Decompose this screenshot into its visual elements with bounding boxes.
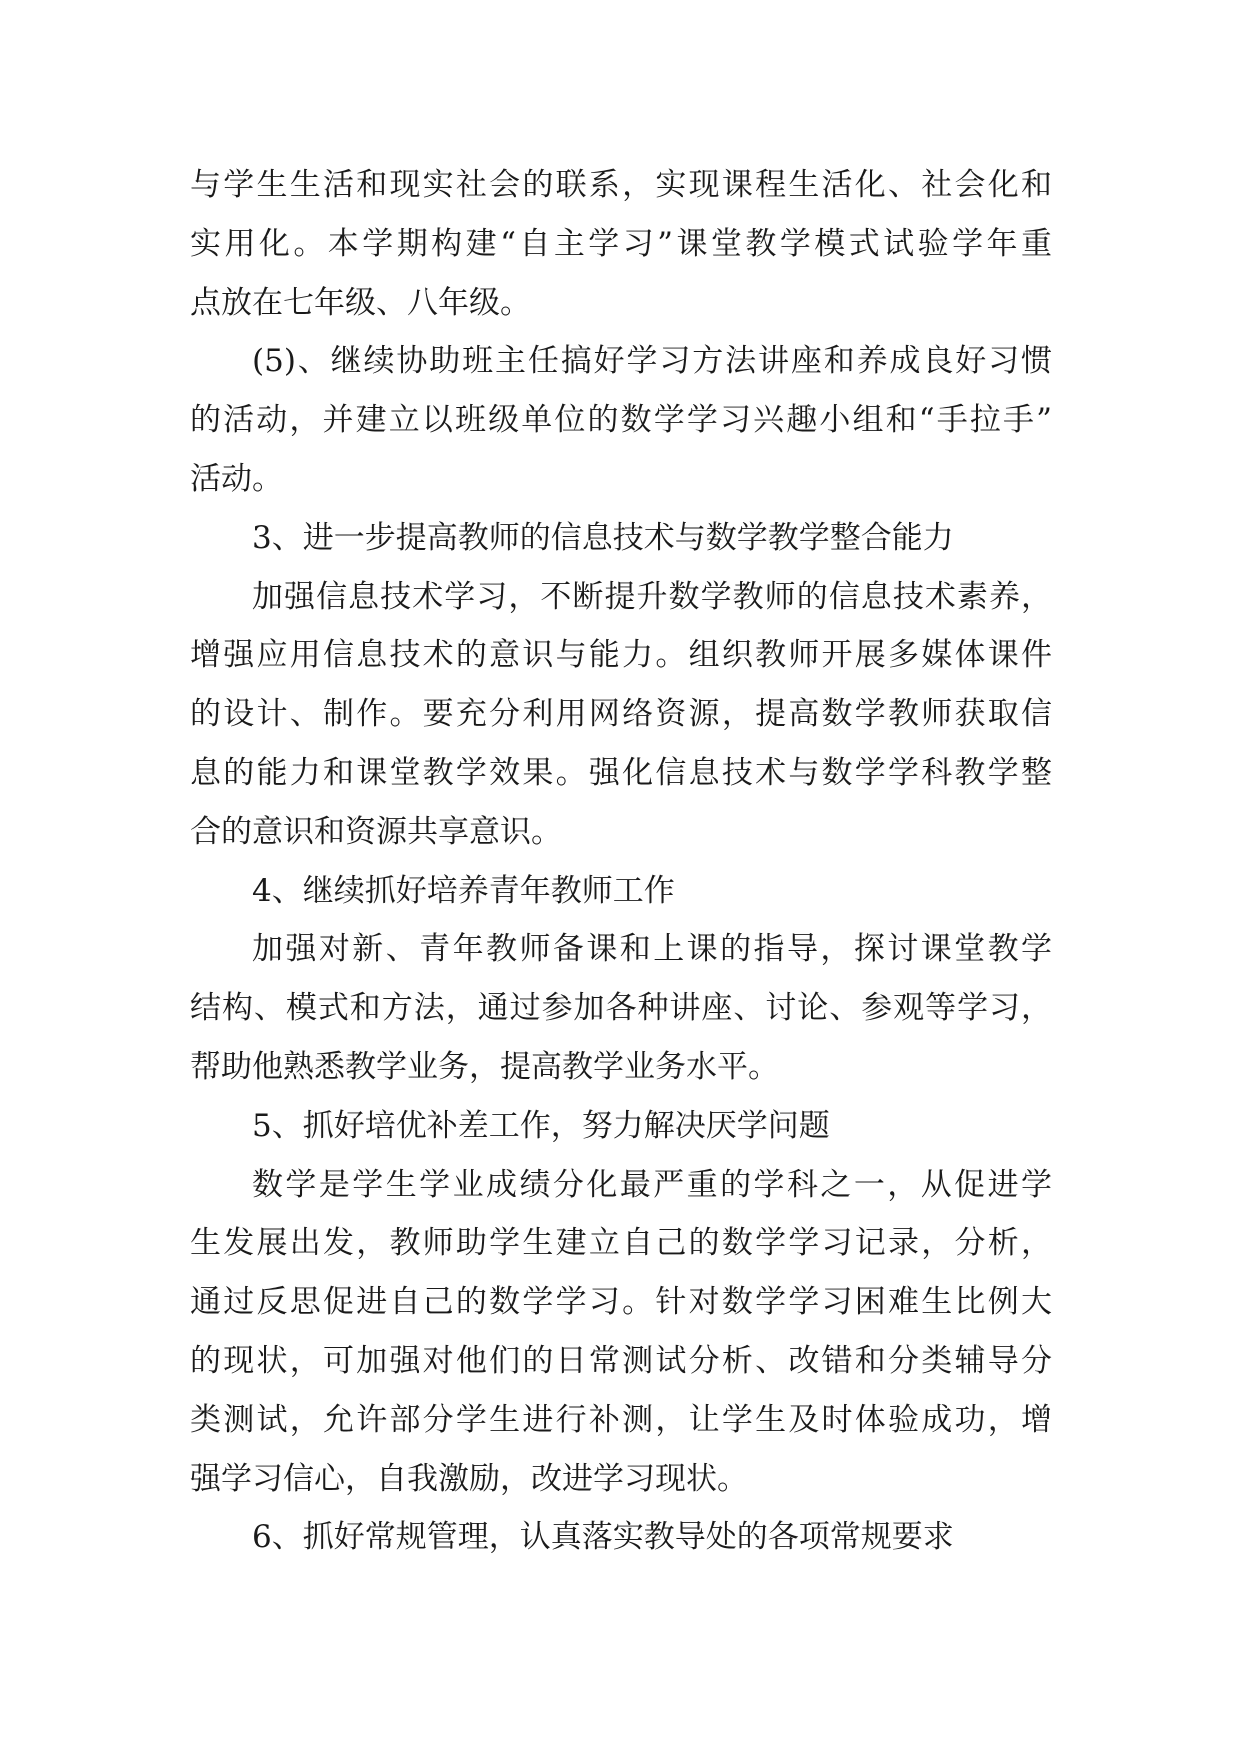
text-line: 与学生生活和现实社会的联系，实现课程生活化、社会化和 — [190, 167, 1052, 203]
text-line: 的设计、制作。要充分利用网络资源，提高数学教师获取信 — [190, 696, 1052, 733]
body-text — [190, 156, 1052, 1567]
text-line: (5)、继续协助班主任搞好学习方法讲座和养成良好习惯 — [252, 343, 1052, 380]
text-line: 类测试，允许部分学生进行补测，让学生及时体验成功，增 — [190, 1401, 1052, 1438]
section-heading: 6、抓好常规管理，认真落实教导处的各项常规要求 — [252, 1519, 954, 1556]
text-line: 增强应用信息技术的意识与能力。组织教师开展多媒体课件 — [190, 637, 1052, 674]
text-line: 合的意识和资源共享意识。 — [190, 813, 562, 850]
text-line: 通过反思促进自己的数学学习。针对数学学习困难生比例大 — [190, 1284, 1052, 1321]
section-heading: 5、抓好培优补差工作，努力解决厌学问题 — [252, 1107, 830, 1144]
text-line: 点放在七年级、八年级。 — [190, 284, 531, 321]
text-line: 活动。 — [190, 460, 283, 497]
text-line: 数学是学生学业成绩分化最严重的学科之一，从促进学 — [252, 1166, 1052, 1203]
text-line: 实用化。本学期构建“自主学习”课堂教学模式试验学年重 — [190, 225, 1052, 262]
text-line: 息的能力和课堂教学效果。强化信息技术与数学学科教学整 — [190, 754, 1052, 791]
text-line: 结构、模式和方法，通过参加各种讲座、讨论、参观等学习， — [190, 990, 1052, 1027]
text-line: 帮助他熟悉教学业务，提高教学业务水平。 — [190, 1048, 779, 1085]
section-heading: 3、进一步提高教师的信息技术与数学教学整合能力 — [252, 519, 954, 556]
text-line: 强学习信心，自我激励，改进学习现状。 — [190, 1460, 748, 1497]
text-line: 的现状，可加强对他们的日常测试分析、改错和分类辅导分 — [190, 1342, 1052, 1379]
section-heading: 4、继续抓好培养青年教师工作 — [252, 872, 675, 909]
text-line: 加强信息技术学习，不断提升数学教师的信息技术素养， — [252, 578, 1052, 615]
text-line: 加强对新、青年教师备课和上课的指导，探讨课堂教学 — [252, 931, 1052, 968]
text-line: 生发展出发，教师助学生建立自己的数学学习记录，分析， — [190, 1225, 1052, 1262]
text-line: 的活动，并建立以班级单位的数学学习兴趣小组和“手拉手” — [190, 402, 1052, 439]
